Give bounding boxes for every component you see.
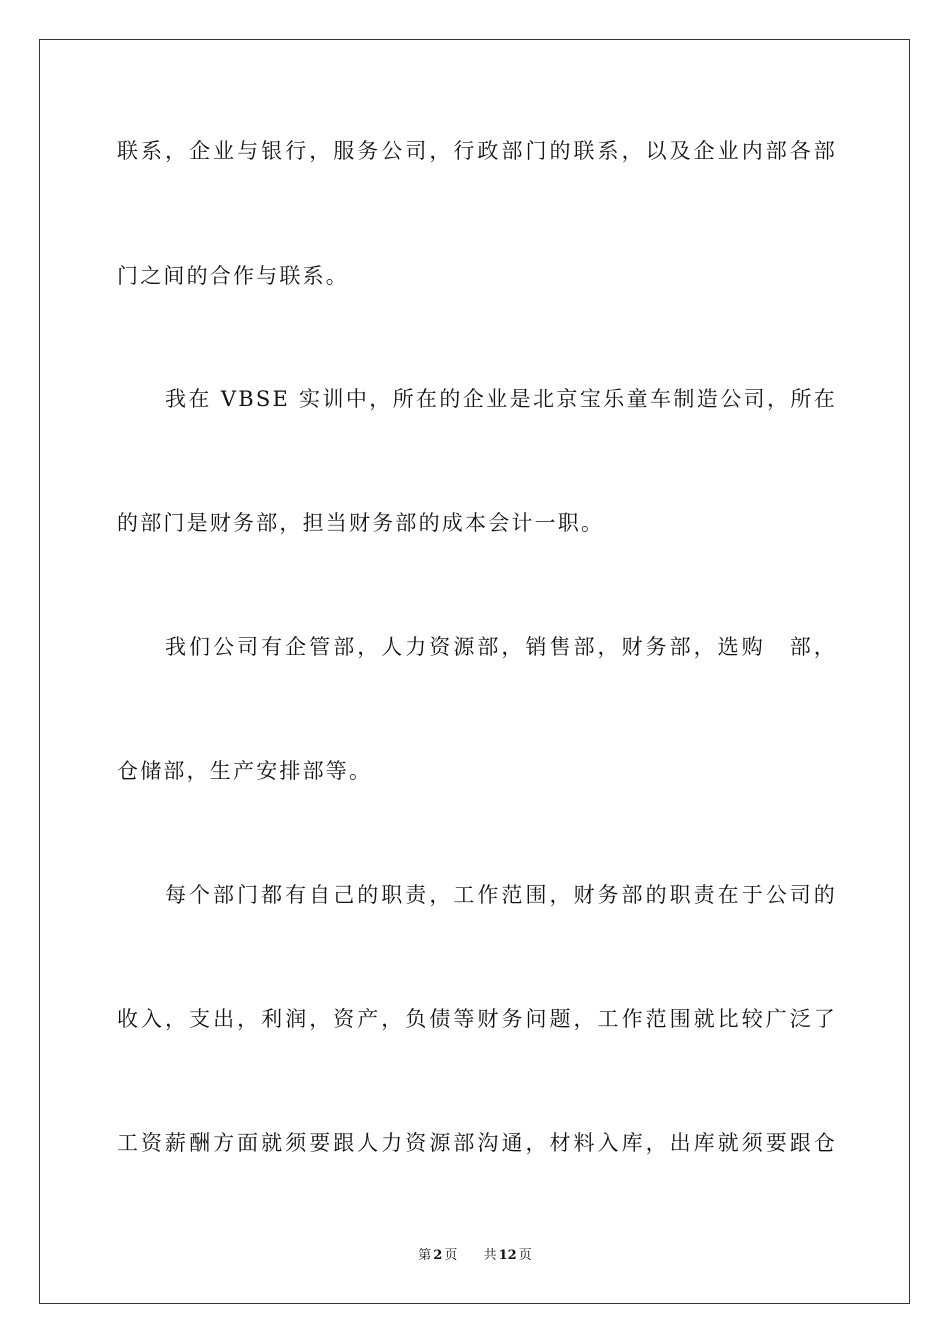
total-pages: 12	[498, 1248, 517, 1263]
text-line-8: 收入，支出，利润，资产，负债等财务问题，工作范围就比较广泛了	[117, 1007, 837, 1031]
total-prefix: 共	[483, 1248, 497, 1263]
page-frame	[39, 39, 910, 1304]
page-suffix: 页	[444, 1248, 458, 1263]
text-line-7: 每个部门都有自己的职责，工作范围，财务部的职责在于公司的	[165, 883, 837, 907]
text-line-2: 门之间的合作与联系。	[117, 264, 349, 288]
text-line-6: 仓储部，生产安排部等。	[117, 759, 373, 783]
page-prefix: 第	[418, 1248, 432, 1263]
text-line-1: 联系，企业与银行，服务公司，行政部门的联系，以及企业内部各部	[117, 139, 837, 163]
text-line-9: 工资薪酬方面就须要跟人力资源部沟通，材料入库，出库就须要跟仓	[117, 1131, 837, 1155]
page-number: 2	[433, 1248, 443, 1263]
text-line-4: 的部门是财务部，担当财务部的成本会计一职。	[117, 511, 605, 535]
text-line-3: 我在 VBSE 实训中，所在的企业是北京宝乐童车制造公司，所在	[165, 387, 837, 411]
page-footer	[0, 1247, 950, 1265]
total-suffix: 页	[518, 1248, 532, 1263]
text-line-5: 我们公司有企管部，人力资源部，销售部，财务部，选购 部，	[165, 635, 837, 659]
